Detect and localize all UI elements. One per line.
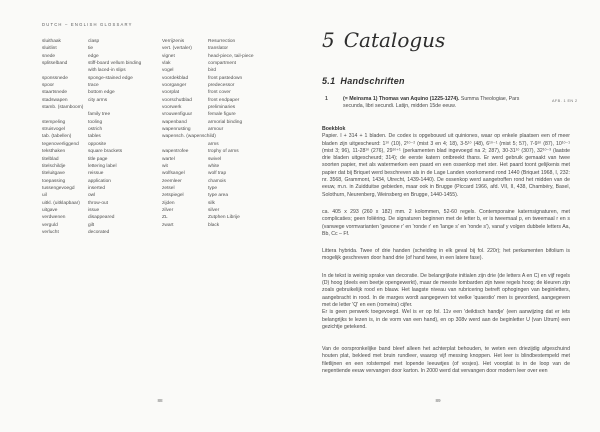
glossary-term-en: bird (208, 68, 216, 74)
glossary-term-nl: vrouwenfiguur (162, 112, 193, 118)
glossary-term-nl: wolfsangel (162, 171, 185, 177)
glossary-term-nl: vlak (162, 61, 171, 67)
glossary-term-en: family tree (88, 112, 111, 118)
page-number-right: 89 (435, 398, 441, 403)
glossary-term-nl (42, 111, 88, 118)
margin-note-illustrations: AFB. 1 EN 2 (552, 99, 578, 103)
glossary-term-nl (42, 67, 88, 74)
chapter-number: 5 (322, 28, 335, 52)
glossary-term-nl: zijden (162, 200, 175, 206)
glossary-term-nl: vignet (162, 53, 175, 59)
glossary-term-en: city arms (88, 97, 108, 103)
glossary-term-nl: zeemleer (162, 178, 182, 184)
glossary-term-en: throw-out (88, 200, 108, 206)
catalog-entry (322, 96, 537, 111)
glossary-term-en (208, 229, 282, 236)
glossary-term-en: white (208, 163, 220, 169)
glossary-term-en: square brackets (88, 149, 123, 155)
glossary-term-nl: wartel (162, 156, 175, 162)
entry-text (343, 96, 535, 111)
glossary-term-en: reissue (88, 171, 104, 177)
section-number: 5.1 (322, 76, 336, 86)
glossary-term-nl: toepassing (42, 178, 66, 184)
glossary-term-en: tooling (88, 119, 103, 125)
glossary-term-en: trophy of arms (208, 149, 239, 155)
glossary-term-nl: voorschutblad (162, 97, 192, 103)
glossary-term-nl: zetspiegel (162, 193, 184, 199)
glossary-term-en: silver (208, 207, 220, 213)
glossary-term-nl: voorganger (162, 83, 187, 89)
glossary-term-en: application (88, 178, 111, 184)
chapter-title (322, 28, 445, 52)
glossary-term-en: swivel (208, 156, 222, 162)
glossary-term-nl: tab. (tabellen) (42, 134, 72, 140)
glossary-term-nl: Verrijzenis (162, 39, 185, 44)
glossary-term-en: black (208, 222, 220, 228)
glossary-term-en: with laced-in slips (88, 68, 126, 74)
glossary-term-en: disappeared (88, 215, 115, 221)
glossary-term-nl: teksthaken (42, 149, 66, 155)
glossary-term-nl: zetsel (162, 185, 175, 191)
glossary-term-en: opposite (88, 141, 107, 147)
glossary-term-en: edge (88, 53, 99, 59)
glossary-term-en: translator (208, 46, 228, 52)
glossary-term-en: trace (88, 83, 99, 89)
glossary-term-nl: wapenband (162, 119, 187, 125)
glossary-term-en: sponge-stained edge (88, 75, 133, 81)
glossary-term-nl: verlucht (42, 229, 59, 235)
glossary-term-en: title page (88, 156, 108, 162)
glossary-term-nl: staartsnede (42, 90, 68, 96)
glossary-term-nl: stadswapen (42, 97, 68, 103)
glossary-term-nl: verdwenen (42, 215, 66, 221)
glossary-term-en: armour (208, 127, 224, 133)
glossary-term-en: silk (208, 200, 215, 206)
glossary-term-nl: uitkl. (uitklapbaar) (42, 200, 80, 206)
entry-heading-bold: (= Meinsma 1) Thomas van Aquino (1225-1274). (343, 96, 460, 102)
glossary-term-nl: splitselband (42, 61, 68, 67)
glossary-term-nl: titelschildje (42, 163, 66, 169)
glossary-term-en: front cover (208, 90, 231, 96)
glossary-term-en: front pastedown (208, 75, 243, 81)
section-title-text: Handschriften (340, 76, 405, 86)
glossary-term-nl: snede (42, 53, 56, 59)
glossary-term-en: wolf trap (208, 171, 227, 177)
glossary-term-en: clasp (88, 39, 100, 44)
glossary-term-nl: zwart (162, 222, 174, 228)
glossary-term-nl: wapensch. (wapenschild) (162, 134, 216, 140)
glossary-term-en: type area (208, 193, 229, 199)
glossary-term-en: head-piece, tail-piece (208, 53, 254, 59)
glossary-term-nl: tegenoverliggend (42, 141, 79, 147)
glossary-term-nl: titeluitgave (42, 171, 65, 177)
entry-heading-regular: Summa Theologiae, Pars secunda, libri secundi. Latijn, midden 15de eeuw. (343, 96, 520, 110)
glossary-term-nl: uil (42, 193, 47, 199)
glossary-term-en (88, 104, 162, 111)
glossary-term-en: tie (88, 46, 94, 52)
entry-description (322, 126, 570, 375)
glossary-term-en: bottom edge (88, 90, 115, 96)
body-paragraph: In de tekst is weinig sprake van decoratie. De belangrijkste initialen zijn drie (de letters A en C) en vijf regels (D) hoog (deels een beetje opengewerkt), maar de meeste lombarden zijn twee regels hoog; de kleuren zijn zoals gebruikelijk rood en blauw. Het laagste niveau van rubricering betreft ophogingen van beginletters, aangebracht in rood. In de marges wordt aangegeven tot welke 'quaestio' men is gevorderd, aangegeven met de letter 'Q' en een (romeins) cijfer. (322, 272, 570, 308)
body-paragraph: ca. 405 x 293 (260 x 182) mm. 2 kolommen, 52-60 regels. Contemporaine katernsignaturen, met complicaties; geen foliëring. De signaturen beginnen met de letter b, er is tweemaal p, en tweemaal r en s (vanwege vormvarianten 'gewone r' en 'ronde r' en 'lange s' en 'ronde s'), vanaf y volgen dubbele letters Aa, Bb, Cc – Ff. (322, 208, 570, 237)
glossary-header: DUTCH – ENGLISH GLOSSARY (42, 22, 133, 27)
glossary-term-en: issue (88, 207, 100, 213)
body-paragraph: Van de oorspronkelijke band bleef alleen het achterplat behouden, te weten een driezijdig afgeschuind houten plat, bekleed met bruin rundleer, waarop vijf messing knoppen. Het leer is blindbestempeld met filetlijnen en een rolstempel met lopende leeuwtjes (of vosjes). Het voorplat is in de loop van de negentiende eeuw vervangen door karton. In 2000 werd dat vervangen door modern leer over een (322, 346, 570, 375)
glossary-term-nl: voordekblad (162, 75, 189, 81)
glossary-term-en: gilt (88, 222, 95, 228)
chapter-title-text: Catalogus (343, 28, 446, 52)
glossary-term-en: lettering label (88, 163, 117, 169)
glossary-term-nl: wapenrusting (162, 127, 191, 133)
glossary-term-en: stiff-board vellum binding (88, 61, 142, 67)
glossary-table (42, 38, 282, 236)
glossary-term-en: female figure (208, 112, 236, 118)
body-paragraph: Papier. I + 314 + 1 bladen. De codex is opgebouwd uit quiniones, waar op enkele plaatsen een of meer bladen zijn uitgescheurd: 1¹⁰ (10), 2¹⁰⁻² (mist 3 en 4; 18), 3-5¹⁰ (48), 6¹⁰⁻¹ (mist 5; 57), 7-9¹⁰ (87), 10¹⁰⁻¹ (mist 3; 96), 11-28¹⁰ (276), 29¹⁰⁺¹ (perkamenten blad ingevoegd na 2; 287), 30-31¹⁰ (307), 32¹⁰⁻³ (laatste drie bladen uitgescheurd; 314); de eerste katern ontbreekt thans. Er werd gebruik gemaakt van twee soorten papier, met als watermerken een paard en een ossenkop met ster. Het paard toont gelijkenis met papier dat bij Briquet werd beschreven als in de Lage Landen voorkomend rond 1440 (Briquet 1968, I, 232: nr. 3568, Grammont, 1434, Utrecht, 1439-1440). De ossenkop werd aangetroffen rond het midden van de eeuw, m.n. in Zuidduitse gebieden, maar ook in Brugge (Piccard 1966, afd. VII, II, 438, Chambéry, Basel, Solothurn, Neurenberg, Weinsberg en Brugge, 1440-1455). (322, 133, 570, 198)
glossary-term-en: compartment (208, 61, 236, 67)
section-title (322, 76, 405, 86)
glossary-term-en: preliminaries (208, 105, 236, 111)
glossary-term-nl: tussengevoegd (42, 185, 75, 191)
body-paragraph: Littera hybrida. Twee of drie handen (scheiding in elk geval bij fol. 220r); het perkamenten bifolium is mogelijk geschreven door hand drie (of hand twee, in een latere fase). (322, 248, 570, 262)
glossary-term-nl: ZL (162, 215, 168, 221)
glossary-term-en: inserted (88, 185, 106, 191)
glossary-term-nl: sluithaak (42, 39, 61, 44)
glossary-term-en: front endpaper (208, 97, 240, 103)
glossary-term-en: chamois (208, 178, 226, 184)
glossary-term-nl: voorplat (162, 90, 180, 96)
glossary-term-nl: wapentrofee (162, 149, 189, 155)
glossary-term-nl: wit (162, 163, 168, 169)
glossary-term-nl: voorwerk (162, 105, 182, 111)
glossary-term-nl: titelblad (42, 156, 59, 162)
glossary-term-en: predecessor (208, 83, 235, 89)
body-paragraphs (322, 133, 570, 375)
glossary-term-en: type (208, 185, 218, 191)
body-paragraph: Er is geen penwerk toegevoegd. Wel is er op fol. 11v een 'deiktisch handje' (een aanwijzing dat er iets belangrijks te lezen is, in de vorm van een hand), en op 308v werd aan de beginletter U (van Utrum) een gezichtje getekend. (322, 309, 570, 330)
glossary-term-nl: vogel (162, 68, 174, 74)
glossary-term-nl: zilver (162, 207, 174, 213)
glossary-term-en: tables (88, 134, 101, 140)
glossary-term-en: owl (88, 193, 96, 199)
glossary-term-nl: vert. (vertaler) (162, 46, 192, 52)
glossary-term-nl: struisvogel (42, 127, 65, 133)
entry-number: 1 (325, 96, 328, 102)
page-number-left: 88 (157, 398, 163, 403)
glossary-term-en: ostrich (88, 127, 103, 133)
glossary-term-nl: stempeling (42, 119, 66, 125)
glossary-term-nl: sponssnede (42, 75, 68, 81)
glossary-term-en: Resurrection (208, 39, 236, 44)
glossary-term-en: Zutphen Librije (208, 215, 240, 221)
glossary-term-nl: stamb. (stamboom) (42, 105, 84, 111)
glossary-term-nl: uitgave (42, 207, 58, 213)
glossary-term-nl (162, 141, 208, 148)
glossary-term-en (208, 133, 282, 140)
glossary-term-en: arms (208, 141, 219, 147)
glossary-term-nl: sluitlint (42, 46, 57, 52)
glossary-term-en: armorial binding (208, 119, 243, 125)
glossary-term-en: decorated (88, 229, 110, 235)
glossary-term-nl (162, 229, 208, 236)
glossary-term-nl: verguld (42, 222, 58, 228)
glossary-term-nl: spoor (42, 83, 54, 89)
entry-subheading: Boekblok (322, 126, 346, 132)
